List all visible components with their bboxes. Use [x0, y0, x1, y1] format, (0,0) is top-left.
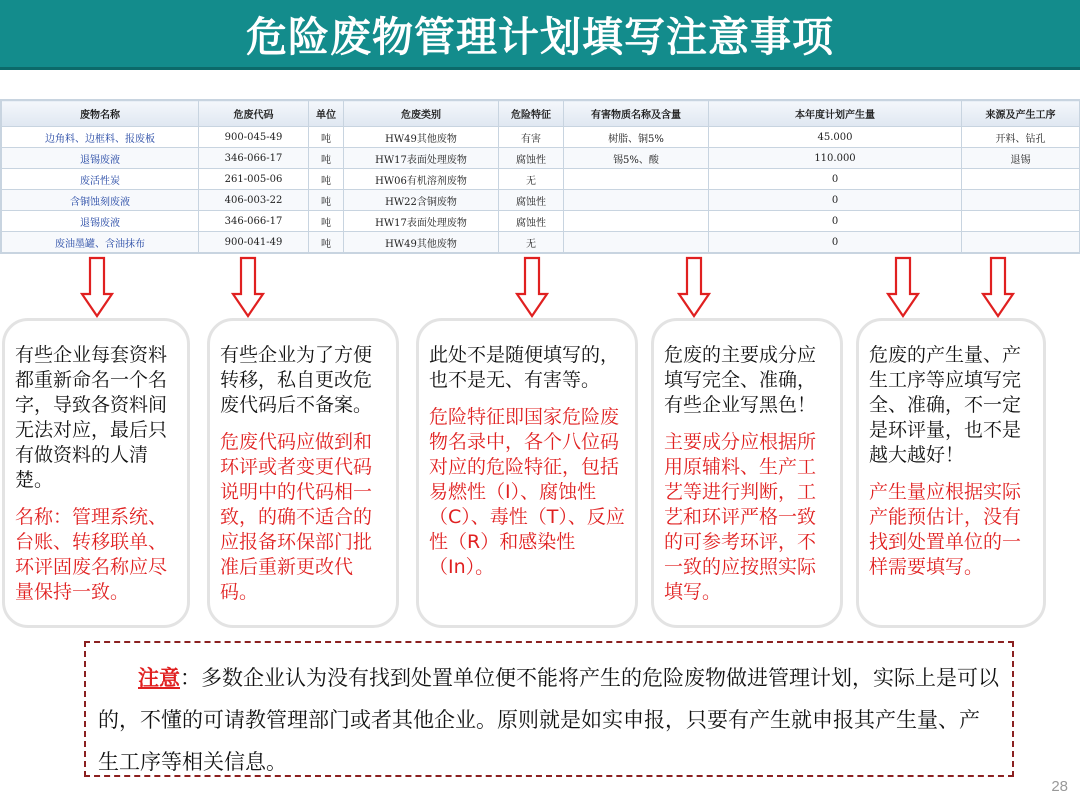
header-hazard-feature: 危险特征 — [499, 101, 564, 127]
header-waste-category: 危废类别 — [344, 101, 499, 127]
note-highlight: 危险特征即国家危险废物名录中，各个八位码对应的危险特征，包括易燃性（I）、腐蚀性（C）、毒性（T）、反应性（R）和感染性（In）。 — [429, 406, 625, 578]
cell-source-process: 开料、钻孔 — [962, 127, 1080, 148]
cell-unit: 吨 — [309, 148, 344, 169]
cell-hazard-feature: 有害 — [499, 127, 564, 148]
cell-unit: 吨 — [309, 190, 344, 211]
header-unit: 单位 — [309, 101, 344, 127]
cell-waste-category: HW22含铜废物 — [344, 190, 499, 211]
table-row — [2, 190, 1080, 211]
cell-unit: 吨 — [309, 169, 344, 190]
cell-hazard-substance: 树脂、铜5% — [564, 127, 709, 148]
page-number: 28 — [1051, 778, 1068, 795]
note-highlight: 名称：管理系统、台账、转移联单、环评固废名称应尽量保持一致。 — [15, 506, 168, 603]
down-arrow-icon — [677, 256, 711, 318]
note-text: 有些企业为了方便转移，私自更改危废代码后不备案。 — [220, 344, 373, 416]
header-source-process: 来源及产生工序 — [962, 101, 1080, 127]
cell-unit: 吨 — [309, 127, 344, 148]
cell-planned-amount: 0 — [709, 211, 962, 232]
cell-source-process — [962, 211, 1080, 232]
note-box-waste-code — [207, 318, 399, 628]
cell-unit: 吨 — [309, 211, 344, 232]
cell-hazard-substance — [564, 232, 709, 253]
attention-label: 注意 — [138, 666, 180, 690]
cell-hazard-substance — [564, 169, 709, 190]
cell-waste-code: 900-041-49 — [199, 232, 309, 253]
note-box-waste-name — [2, 318, 190, 628]
cell-planned-amount: 110.000 — [709, 148, 962, 169]
bottom-note — [84, 641, 1014, 777]
table-row — [2, 232, 1080, 253]
table-row — [2, 127, 1080, 148]
cell-hazard-substance: 锡5%、酸 — [564, 148, 709, 169]
cell-waste-code: 406-003-22 — [199, 190, 309, 211]
cell-waste-name[interactable]: 退锡废液 — [2, 211, 199, 232]
table-row — [2, 169, 1080, 190]
cell-waste-category: HW49其他废物 — [344, 127, 499, 148]
down-arrow-icon — [886, 256, 920, 318]
cell-planned-amount: 45.000 — [709, 127, 962, 148]
note-box-hazard-feature — [416, 318, 638, 628]
cell-planned-amount: 0 — [709, 232, 962, 253]
header-hazard-substance: 有害物质名称及含量 — [564, 101, 709, 127]
title-bar — [0, 0, 1080, 70]
cell-waste-name[interactable]: 废油墨罐、含油抹布 — [2, 232, 199, 253]
down-arrow-icon — [80, 256, 114, 318]
table-row — [2, 211, 1080, 232]
header-waste-name: 废物名称 — [2, 101, 199, 127]
down-arrow-icon — [515, 256, 549, 318]
cell-hazard-feature: 腐蚀性 — [499, 211, 564, 232]
note-highlight: 产生量应根据实际产能预估计，没有找到处置单位的一样需要填写。 — [869, 481, 1022, 578]
cell-source-process: 退锡 — [962, 148, 1080, 169]
cell-hazard-feature: 腐蚀性 — [499, 148, 564, 169]
cell-waste-category: HW17表面处理废物 — [344, 148, 499, 169]
cell-planned-amount: 0 — [709, 169, 962, 190]
cell-waste-category: HW06有机溶剂废物 — [344, 169, 499, 190]
header-planned-amount: 本年度计划产生量 — [709, 101, 962, 127]
cell-hazard-substance — [564, 211, 709, 232]
cell-waste-name[interactable]: 退锡废液 — [2, 148, 199, 169]
page-title: 危险废物管理计划填写注意事项 — [246, 13, 834, 61]
cell-hazard-substance — [564, 190, 709, 211]
note-box-amount-process — [856, 318, 1046, 628]
note-highlight: 危废代码应做到和环评或者变更代码说明中的代码相一致，的确不适合的应报备环保部门批准后重新更改代码。 — [220, 431, 373, 603]
cell-source-process — [962, 169, 1080, 190]
down-arrow-icon — [981, 256, 1015, 318]
cell-waste-code: 900-045-49 — [199, 127, 309, 148]
cell-waste-name[interactable]: 含铜蚀刻废液 — [2, 190, 199, 211]
cell-hazard-feature: 腐蚀性 — [499, 190, 564, 211]
cell-waste-category: HW49其他废物 — [344, 232, 499, 253]
cell-waste-code: 261-005-06 — [199, 169, 309, 190]
cell-waste-name[interactable]: 废活性炭 — [2, 169, 199, 190]
cell-waste-code: 346-066-17 — [199, 211, 309, 232]
table-row — [2, 148, 1080, 169]
note-text: 危废的产生量、产生工序等应填写完全、准确，不一定是环评量，也不是越大越好！ — [869, 344, 1022, 466]
note-box-substance — [651, 318, 843, 628]
bottom-note-text: ：多数企业认为没有找到处置单位便不能将产生的危险废物做进管理计划，实际上是可以的，不懂的可请教管理部门或者其他企业。原则就是如实申报，只要有产生就申报其产生量、产生工序等相关信息。 — [98, 666, 999, 774]
note-text: 此处不是随便填写的，也不是无、有害等。 — [429, 344, 620, 391]
header-waste-code: 危废代码 — [199, 101, 309, 127]
note-text: 危废的主要成分应填写完全、准确，有些企业写黑色！ — [664, 344, 817, 416]
table-header-row — [2, 101, 1080, 127]
cell-hazard-feature: 无 — [499, 169, 564, 190]
cell-waste-code: 346-066-17 — [199, 148, 309, 169]
cell-source-process — [962, 190, 1080, 211]
waste-table — [0, 99, 1080, 254]
note-highlight: 主要成分应根据所用原辅料、生产工艺等进行判断，工艺和环评严格一致的可参考环评，不一致的应按照实际填写。 — [664, 431, 817, 603]
cell-waste-name[interactable]: 边角料、边框料、报废板 — [2, 127, 199, 148]
cell-source-process — [962, 232, 1080, 253]
cell-waste-category: HW17表面处理废物 — [344, 211, 499, 232]
note-text: 有些企业每套资料都重新命名一个名字，导致各资料间无法对应，最后只有做资料的人清楚。 — [15, 344, 168, 491]
cell-unit: 吨 — [309, 232, 344, 253]
down-arrow-icon — [231, 256, 265, 318]
cell-hazard-feature: 无 — [499, 232, 564, 253]
cell-planned-amount: 0 — [709, 190, 962, 211]
